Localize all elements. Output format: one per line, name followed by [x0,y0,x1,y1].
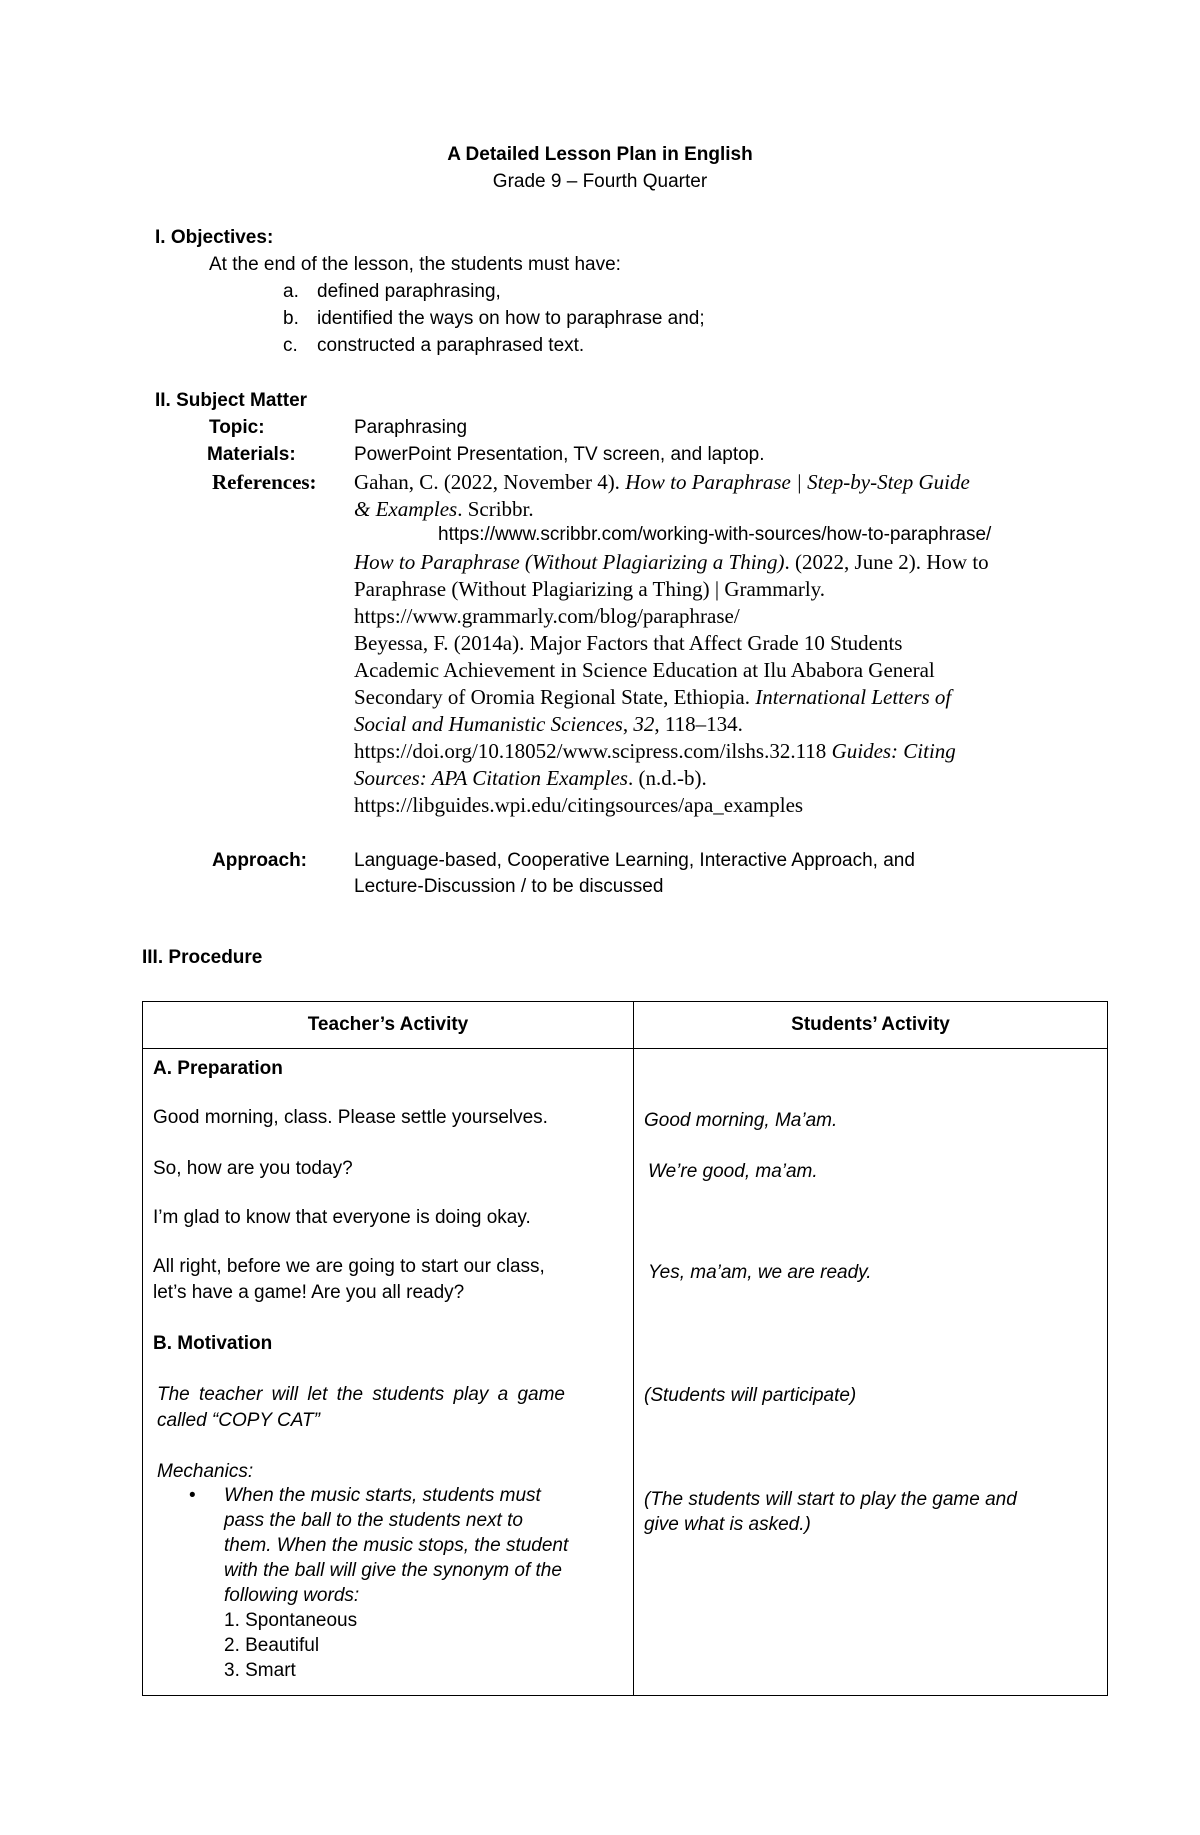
procedure-heading: III. Procedure [142,947,263,968]
student-line: Good morning, Ma’am. [644,1110,838,1131]
teacher-line: Good morning, class. Please settle yourselves. [153,1107,548,1128]
objective-item: identified the ways on how to paraphrase and; [317,308,705,329]
references-label: References: [212,470,317,494]
subject-matter-heading: II. Subject Matter [155,390,308,411]
objective-marker: c. [283,335,298,356]
student-line: give what is asked.) [644,1514,811,1535]
reference-line: & Examples. Scribbr. [354,497,534,521]
approach-value: Lecture-Discussion / to be discussed [354,876,664,897]
reference-line: Sources: APA Citation Examples. (n.d.-b). [354,766,707,790]
preparation-heading: A. Preparation [153,1058,283,1079]
student-line: (The students will start to play the game and [644,1489,1017,1510]
mechanics-line: pass the ball to the students next to [224,1510,523,1531]
table-row [143,1049,1108,1696]
student-line: (Students will participate) [644,1385,857,1406]
teacher-activity-header: Teacher’s Activity [143,1002,634,1049]
mechanics-line: When the music starts, students must [224,1485,541,1506]
objectives-heading: I. Objectives: [155,227,274,248]
procedure-table [142,1001,1108,1696]
mechanics-line: them. When the music stops, the student [224,1535,569,1556]
word-item: 2. Beautiful [224,1635,320,1656]
teacher-line: I’m glad to know that everyone is doing okay. [153,1207,531,1228]
teacher-activity-cell [143,1049,634,1696]
objective-marker: a. [283,281,299,302]
teacher-line: All right, before we are going to start our class, [153,1256,545,1277]
student-line: Yes, ma’am, we are ready. [648,1262,872,1283]
teacher-line: called “COPY CAT” [157,1410,320,1431]
students-activity-cell [634,1049,1108,1696]
objective-item: constructed a paraphrased text. [317,335,585,356]
reference-url: https://www.scribbr.com/working-with-sources/how-to-paraphrase/ [438,524,992,545]
reference-line: Social and Humanistic Sciences, 32, 118–134. [354,712,743,736]
reference-line: How to Paraphrase (Without Plagiarizing a Thing). (2022, June 2). How to [354,550,989,574]
reference-url: https://libguides.wpi.edu/citingsources/apa_examples [354,793,804,817]
teacher-line: So, how are you today? [153,1158,353,1179]
document-title: A Detailed Lesson Plan in English [447,144,753,165]
document-subtitle: Grade 9 – Fourth Quarter [492,171,708,192]
teacher-line: The teacher will let the students play a game [157,1384,565,1405]
topic-label: Topic: [209,417,265,438]
objectives-intro: At the end of the lesson, the students must have: [209,254,621,275]
topic-value: Paraphrasing [354,417,468,438]
reference-line: Secondary of Oromia Regional State, Ethiopia. International Letters of [354,685,952,709]
motivation-heading: B. Motivation [153,1333,273,1354]
materials-value: PowerPoint Presentation, TV screen, and laptop. [354,444,765,465]
reference-line: https://doi.org/10.18052/www.scipress.com/ilshs.32.118 Guides: Citing [354,739,956,763]
word-item: 3. Smart [224,1660,296,1681]
students-activity-header: Students’ Activity [634,1002,1108,1049]
reference-line: Beyessa, F. (2014a). Major Factors that Affect Grade 10 Students [354,631,903,655]
materials-label: Materials: [207,444,296,465]
reference-line: Paraphrase (Without Plagiarizing a Thing) | Grammarly. [354,577,826,601]
approach-label: Approach: [212,850,307,871]
word-item: 1. Spontaneous [224,1610,358,1631]
mechanics-label: Mechanics: [157,1461,254,1482]
mechanics-line: following words: [224,1585,360,1606]
objective-item: defined paraphrasing, [317,281,501,302]
objective-marker: b. [283,308,299,329]
reference-line: Gahan, C. (2022, November 4). How to Paraphrase | Step-by-Step Guide [354,470,970,494]
mechanics-line: with the ball will give the synonym of the [224,1560,562,1581]
reference-line: Academic Achievement in Science Education at Ilu Ababora General [354,658,935,682]
table-header-row [143,1002,1108,1049]
student-line: We’re good, ma’am. [648,1161,818,1182]
bullet-icon: • [189,1485,196,1506]
reference-url: https://www.grammarly.com/blog/paraphrase/ [354,604,740,628]
approach-value: Language-based, Cooperative Learning, Interactive Approach, and [354,850,915,871]
teacher-line: let’s have a game! Are you all ready? [153,1282,465,1303]
